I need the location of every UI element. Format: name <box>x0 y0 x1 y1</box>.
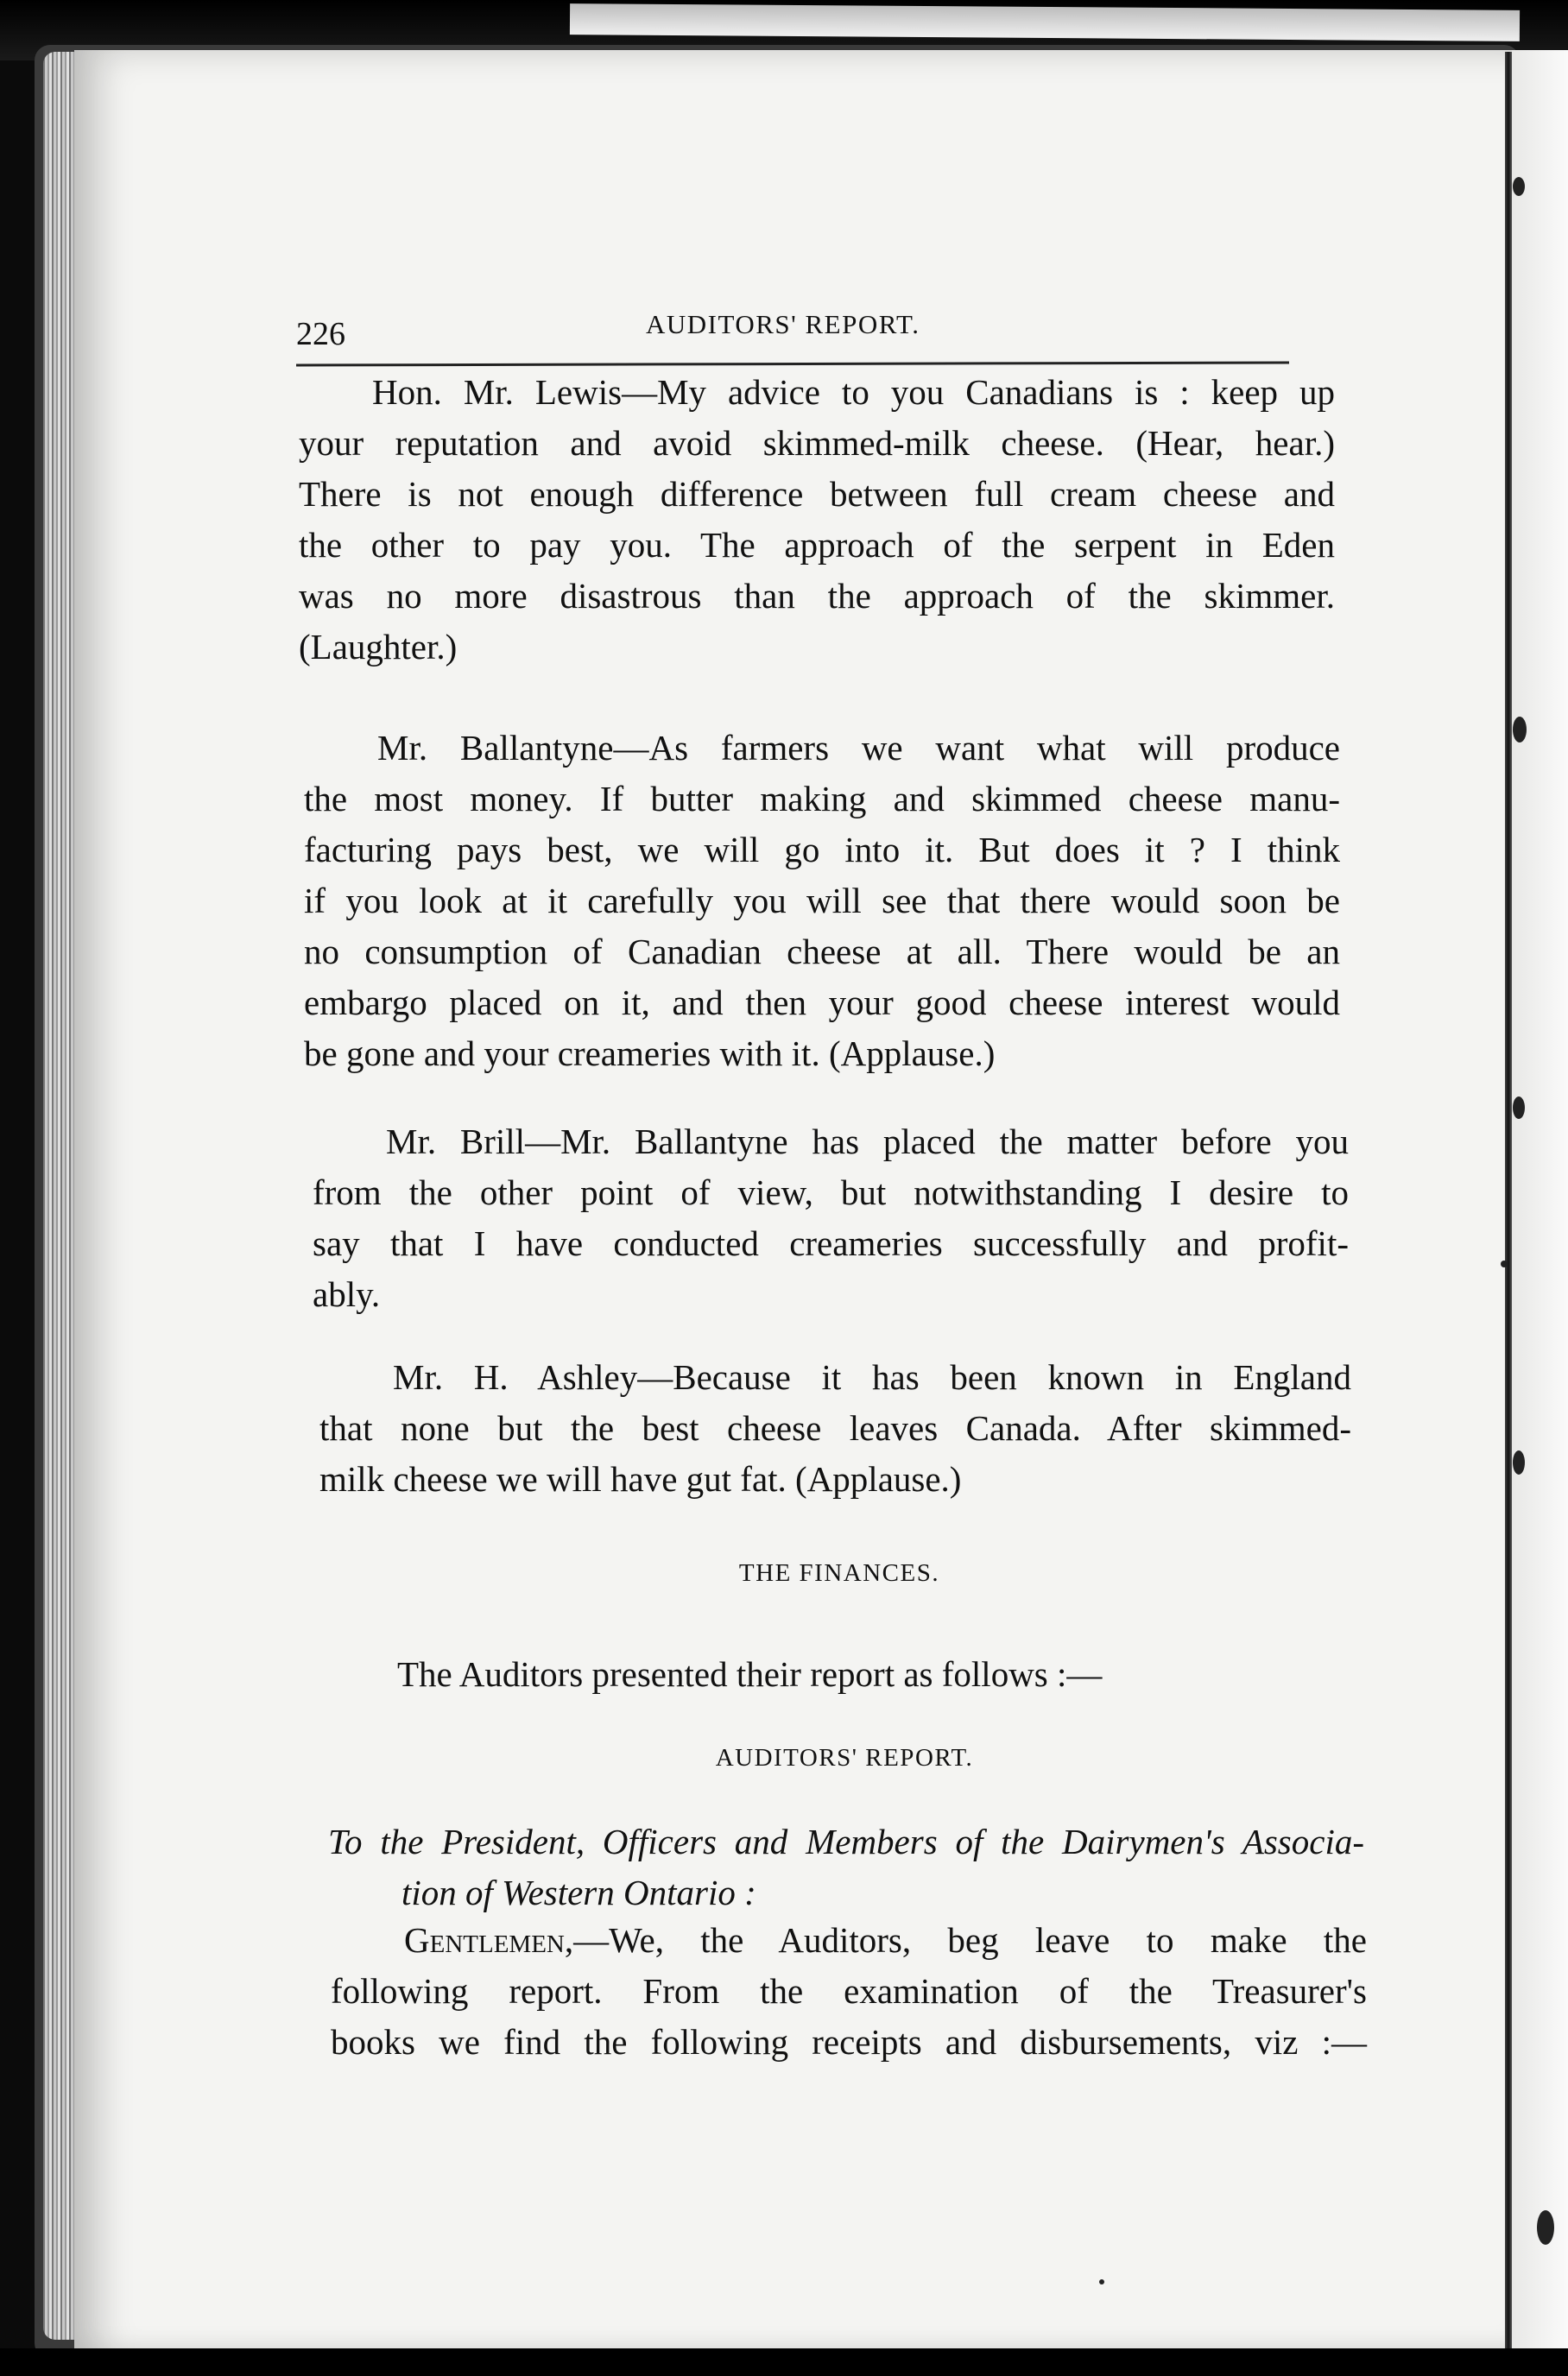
report-body <box>331 1915 1367 2068</box>
text-line: ably. <box>313 1274 381 1314</box>
auditors-intro <box>324 1649 1356 1700</box>
text-line: if you look at it carefully you will see that there would soon be <box>304 881 1340 920</box>
text-line: Hon. Mr. Lewis—My advice to you Canadians is : keep up <box>372 372 1335 412</box>
text-line: be gone and your creameries with it. (Applause.) <box>304 1033 996 1073</box>
paragraph-ashley <box>319 1352 1351 1505</box>
page-top-edge <box>570 3 1520 41</box>
text-line: the other to pay you. The approach of the serpent in Eden <box>299 525 1335 565</box>
binding-mark <box>1537 2210 1554 2245</box>
page-number: 226 <box>296 316 345 352</box>
ink-speck <box>1501 1261 1508 1267</box>
paragraph-lewis <box>299 367 1335 673</box>
facing-page-edge <box>1512 50 1568 2373</box>
binding-mark <box>1513 717 1527 742</box>
text-line: Mr. Ballantyne—As farmers we want what will produce <box>377 728 1340 768</box>
text-line: Mr. H. Ashley—Because it has been known in England <box>393 1357 1351 1397</box>
text-line: from the other point of view, but notwithstanding I desire to <box>313 1172 1349 1212</box>
text-line: was no more disastrous than the approach of the skimmer. <box>299 576 1335 616</box>
text-line: To the President, Officers and Members of the Dairymen's Associa- <box>328 1822 1364 1861</box>
binding-mark <box>1513 177 1525 196</box>
text-line: books we find the following receipts and disbursements, viz :— <box>331 2022 1367 2062</box>
paragraph-brill <box>313 1116 1349 1320</box>
text-line: embargo placed on it, and then your good cheese interest would <box>304 983 1340 1022</box>
ink-speck <box>1099 2279 1104 2284</box>
text-line: facturing pays best, we will go into it. But does it ? I think <box>304 830 1340 869</box>
binding-mark <box>1513 1450 1525 1475</box>
text-line <box>331 1915 1367 1966</box>
section-heading-report: AUDITORS' REPORT. <box>715 1744 974 1772</box>
running-head: AUDITORS' REPORT. <box>646 309 920 339</box>
text-line: say that I have conducted creameries successfully and profit- <box>313 1223 1349 1263</box>
section-heading-finances: THE FINANCES. <box>738 1559 940 1587</box>
text-line: following report. From the examination of the Treasurer's <box>331 1971 1367 2011</box>
report-address <box>328 1817 1364 1918</box>
paragraph-ballantyne <box>304 723 1340 1079</box>
text-line: your reputation and avoid skimmed-milk cheese. (Hear, hear.) <box>299 423 1335 463</box>
text-line: milk cheese we will have gut fat. (Applause.) <box>319 1459 962 1499</box>
text-line: no consumption of Canadian cheese at all. There would be an <box>304 932 1340 971</box>
scan-bottom-border <box>0 2348 1568 2376</box>
text-line: (Laughter.) <box>299 627 458 667</box>
text-line: The Auditors presented their report as follows :— <box>397 1654 1103 1694</box>
binding-mark <box>1513 1096 1525 1119</box>
salutation-rest: —We, the Auditors, beg leave to make the <box>573 1920 1367 1960</box>
salutation: Gentlemen, <box>404 1920 574 1960</box>
text-line: tion of Western Ontario : <box>401 1873 756 1912</box>
binding-gutter <box>1505 52 1512 2348</box>
text-line: the most money. If butter making and skimmed cheese manu- <box>304 779 1340 818</box>
text-line: Mr. Brill—Mr. Ballantyne has placed the matter before you <box>386 1122 1349 1161</box>
text-line: There is not enough difference between full cream cheese and <box>299 474 1335 514</box>
text-line: that none but the best cheese leaves Canada. After skimmed- <box>319 1408 1351 1448</box>
